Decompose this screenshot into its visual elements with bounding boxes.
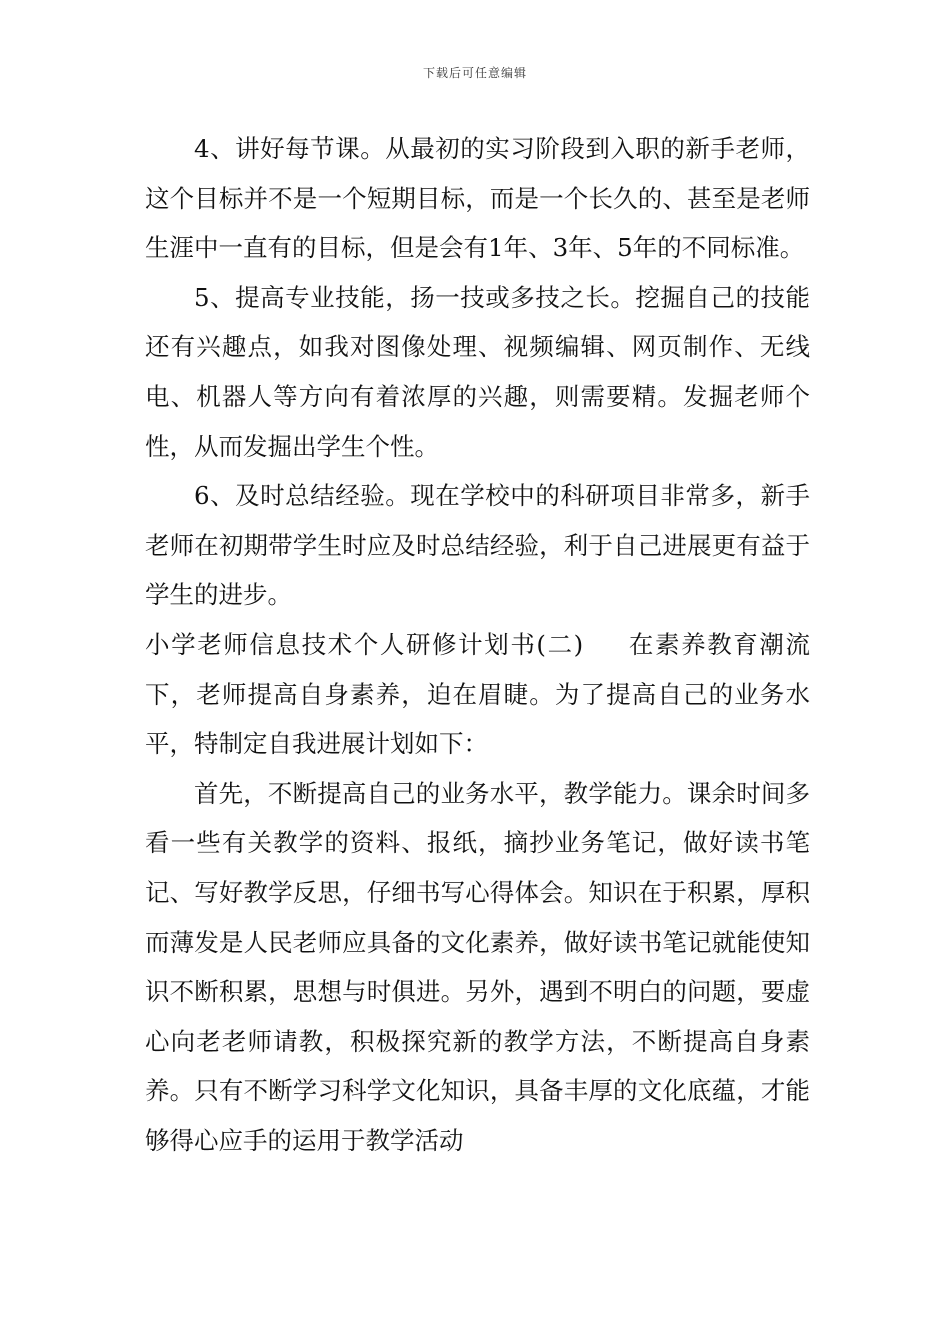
paragraph-item-4: 4、讲好每节课。从最初的实习阶段到入职的新手老师，这个目标并不是一个短期目标，而是一个长久的、甚至是老师生涯中一直有的目标，但是会有1年、3年、5年的不同标准。 bbox=[145, 134, 810, 263]
document-body bbox=[145, 124, 810, 1165]
paragraph-first: 首先，不断提高自己的业务水平，教学能力。课余时间多看一些有关教学的资料、报纸，摘抄业务笔记，做好读书笔记、写好教学反思，仔细书写心得体会。知识在于积累，厚积而薄发是人民老师应具备的文化素养，做好读书笔记就能使知识不断积累，思想与时俱进。另外，遇到不明白的问题，要虚心向老老师请教，积极探究新的教学方法，不断提高自身素养。只有不断学习科学文化知识，具备丰厚的文化底蕴，才能够得心应手的运用于教学活动 bbox=[145, 778, 810, 1155]
page-header-note: 下载后可任意编辑 bbox=[422, 66, 527, 80]
section-title: 小学老师信息技术个人研修计划书(二) bbox=[145, 629, 584, 659]
section-two-intro-paragraph bbox=[145, 620, 810, 769]
paragraph-item-5: 5、提高专业技能，扬一技或多技之长。挖掘自己的技能还有兴趣点，如我对图像处理、视频编辑、网页制作、无线电、机器人等方向有着浓厚的兴趣，则需要精。发掘老师个性，从而发掘出学生个性。 bbox=[145, 282, 810, 461]
paragraph-item-6: 6、及时总结经验。现在学校中的科研项目非常多，新手老师在初期带学生时应及时总结经验，利于自己进展更有益于学生的进步。 bbox=[145, 481, 810, 610]
section-intro-text: 在素养教育潮流下，老师提高自身素养，迫在眉睫。为了提高自己的业务水平，特制定自我进展计划如下： bbox=[145, 629, 810, 759]
